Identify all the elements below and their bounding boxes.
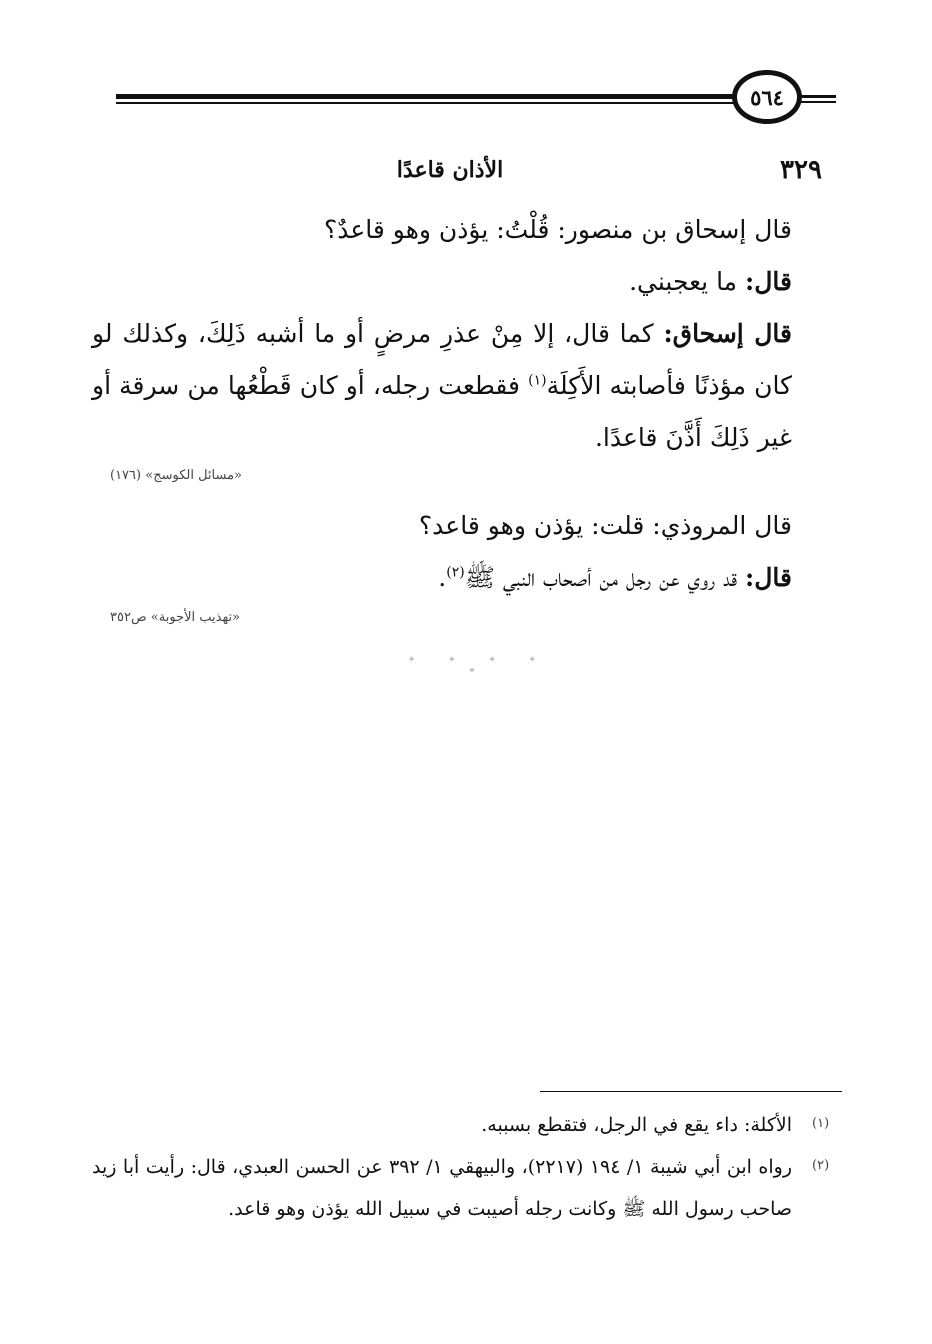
footnote-rule	[540, 1091, 842, 1092]
ishaq-text-b: فقطعت رجله، أو كان قَطْعُها من سرقة أو غير ذَلِكَ أَذَّنَ قاعدًا.	[92, 371, 792, 452]
section-number: ٣٢٩	[780, 155, 822, 185]
ishaq-text-a: كما قال، إلا مِنْ عذرِ مرضٍ أو ما أشبه ذَلِكَ، وكذلك لو كان مؤذنًا فأصابته الأَكِلَة	[92, 319, 792, 400]
paragraph-answer-1	[102, 256, 792, 308]
answer-label: قال:	[745, 267, 792, 296]
answer-2-text: قد روي عن رجل من أصحاب النبي ﷺ	[464, 563, 746, 592]
question-text: قال إسحاق بن منصور: قُلْتُ: يؤذن وهو قاعدٌ؟	[323, 215, 792, 244]
paragraph-question-1	[102, 204, 792, 256]
footnote-ref-2[interactable]: (٢)	[446, 564, 465, 581]
section-title: الأذان قاعدًا	[396, 157, 504, 183]
footnote-2-number: (٢)	[812, 1158, 830, 1173]
footnote-1-text: الأكلة: داء يقع في الرجل، فتقطع بسببه.	[481, 1114, 792, 1136]
header-rule-right-thin	[800, 101, 836, 103]
header-rule-thick	[116, 94, 736, 99]
paragraph-question-2	[102, 500, 792, 552]
page-number-badge	[732, 70, 802, 124]
question-2-text: قال المروذي: قلت: يؤذن وهو قاعد؟	[418, 511, 792, 540]
ishaq-label: قال إسحاق:	[663, 319, 792, 348]
footnote-ref-1[interactable]: (١)	[528, 372, 547, 389]
footnote-1-number: (١)	[812, 1116, 830, 1131]
section-separator: * * * * *	[409, 656, 551, 678]
answer-2-label: قال:	[745, 563, 792, 592]
paragraph-ishaq	[92, 308, 792, 464]
footnote-2-text: رواه ابن أبي شيبة ١/ ١٩٤ (٢٢١٧)، والبيهقي ١/ ٣٩٢ عن الحسن العبدي، قال: رأيت أبا زيد صاحب رسول الله ﷺ وكانت رجله أصيبت في سبيل الله يؤذن وهو قاعد.	[92, 1156, 793, 1220]
page-number: ٥٦٤	[750, 84, 784, 110]
source-citation-1: «مسائل الكوسج» (١٧٦)	[110, 468, 243, 483]
source-citation-2: «تهذيب الأجوبة» ص٣٥٢	[110, 610, 241, 625]
answer-2-end: .	[438, 563, 447, 592]
answer-text: ما يعجبني.	[629, 267, 746, 296]
header-rule-right	[800, 95, 836, 98]
header-rule-thin	[116, 102, 736, 104]
paragraph-answer-2	[102, 552, 792, 604]
